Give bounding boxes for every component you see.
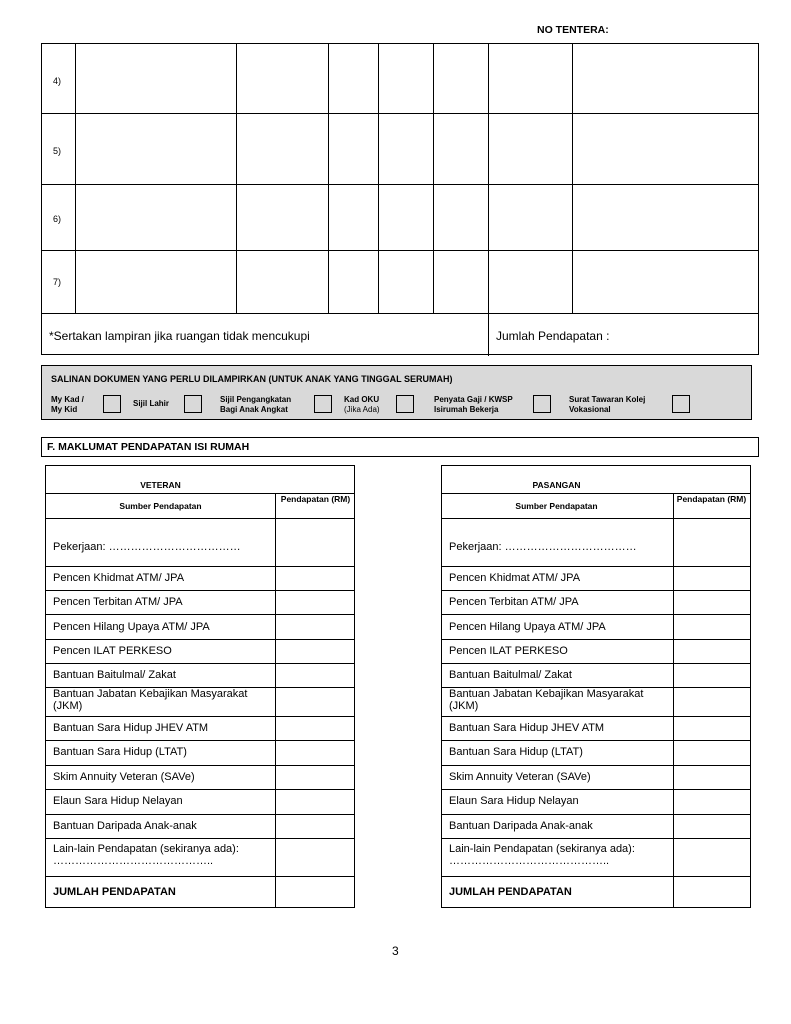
required-documents-box	[41, 365, 752, 420]
total-income-label: JUMLAH PENDAPATAN	[53, 886, 176, 898]
income-source-label: Pencen Khidmat ATM/ JPA	[449, 572, 581, 584]
income-source-label: Pencen Hilang Upaya ATM/ JPA	[449, 621, 606, 633]
source-column-header: Sumber Pendapatan	[515, 501, 598, 511]
income-source-label: Pencen Terbitan ATM/ JPA	[53, 596, 183, 608]
table-row	[42, 185, 758, 251]
income-source-label: Elaun Sara Hidup Nelayan	[449, 795, 579, 807]
doc-label-mykad: My Kad / My Kid	[51, 395, 84, 414]
row-number: 7)	[53, 277, 62, 287]
doc-label-sijil-lahir: Sijil Lahir	[133, 399, 170, 408]
section-f-title: F. MAKLUMAT PENDAPATAN ISI RUMAH	[47, 441, 250, 453]
table-row	[42, 114, 758, 185]
income-column-header: Pendapatan (RM)	[676, 494, 747, 504]
doc-label-sijil-pengangkatan: Sijil Pengangkatan Bagi Anak Angkat	[220, 395, 292, 414]
spouse-title: PASANGAN	[532, 480, 581, 490]
total-income-field[interactable]: Jumlah Pendapatan :	[496, 329, 610, 343]
row-number: 5)	[53, 146, 62, 156]
row-number: 4)	[53, 76, 62, 86]
doc-label-penyata-gaji: Penyata Gaji / KWSP Isirumah Bekerja	[434, 395, 513, 414]
income-source-label: Lain-lain Pendapatan (sekiranya ada): ……………………………………..	[449, 843, 635, 867]
income-source-label: Bantuan Daripada Anak-anak	[449, 820, 593, 832]
income-source-label: Bantuan Baitulmal/ Zakat	[53, 669, 176, 681]
attachment-note: *Sertakan lampiran jika ruangan tidak mencukupi	[49, 329, 310, 343]
checkbox-kad-oku[interactable]	[396, 395, 414, 413]
income-column-header: Pendapatan (RM)	[280, 494, 351, 504]
checkbox-sijil-lahir[interactable]	[184, 395, 202, 413]
income-source-label: Lain-lain Pendapatan (sekiranya ada): ……………………………………..	[53, 843, 239, 867]
doc-label-kad-oku: Kad OKU (Jika Ada)	[344, 395, 380, 414]
documents-heading: SALINAN DOKUMEN YANG PERLU DILAMPIRKAN (UNTUK ANAK YANG TINGGAL SERUMAH)	[51, 374, 453, 384]
household-member-table	[41, 43, 759, 355]
doc-label-surat-tawaran: Surat Tawaran Kolej Vokasional	[569, 395, 646, 414]
income-source-label: Bantuan Daripada Anak-anak	[53, 820, 197, 832]
income-source-label: Skim Annuity Veteran (SAVe)	[53, 771, 195, 783]
checkbox-mykad[interactable]	[103, 395, 121, 413]
income-source-label: Pencen Hilang Upaya ATM/ JPA	[53, 621, 210, 633]
income-source-label: Pencen Khidmat ATM/ JPA	[53, 572, 185, 584]
income-source-label: Pencen ILAT PERKESO	[449, 645, 568, 657]
income-source-label: Pencen Terbitan ATM/ JPA	[449, 596, 579, 608]
income-source-label: Bantuan Sara Hidup (LTAT)	[53, 746, 187, 758]
income-source-label: Bantuan Baitulmal/ Zakat	[449, 669, 572, 681]
section-f-header	[41, 437, 759, 457]
table-row	[42, 251, 758, 314]
income-source-label: Bantuan Sara Hidup (LTAT)	[449, 746, 583, 758]
checkbox-sijil-pengangkatan[interactable]	[314, 395, 332, 413]
table-row	[42, 44, 758, 114]
income-source-label: Elaun Sara Hidup Nelayan	[53, 795, 183, 807]
income-source-label: Pekerjaan: ………………………………	[53, 541, 241, 553]
income-source-label: Bantuan Jabatan Kebajikan Masyarakat (JKM)	[53, 688, 248, 712]
page-number: 3	[392, 944, 399, 958]
total-income-label: JUMLAH PENDAPATAN	[449, 886, 572, 898]
veteran-title: VETERAN	[140, 480, 181, 490]
income-source-label: Pencen ILAT PERKESO	[53, 645, 172, 657]
income-source-label: Skim Annuity Veteran (SAVe)	[449, 771, 591, 783]
income-source-label: Bantuan Sara Hidup JHEV ATM	[449, 722, 605, 734]
spouse-income-table	[441, 465, 751, 908]
income-source-label: Bantuan Jabatan Kebajikan Masyarakat (JKM)	[449, 688, 644, 712]
veteran-income-table	[45, 465, 355, 908]
checkbox-surat-tawaran[interactable]	[672, 395, 690, 413]
row-number: 6)	[53, 214, 62, 224]
income-source-label: Pekerjaan: ………………………………	[449, 541, 637, 553]
no-tentera-label: NO TENTERA:	[537, 24, 609, 36]
income-source-label: Bantuan Sara Hidup JHEV ATM	[53, 722, 209, 734]
checkbox-penyata-gaji[interactable]	[533, 395, 551, 413]
source-column-header: Sumber Pendapatan	[119, 501, 202, 511]
